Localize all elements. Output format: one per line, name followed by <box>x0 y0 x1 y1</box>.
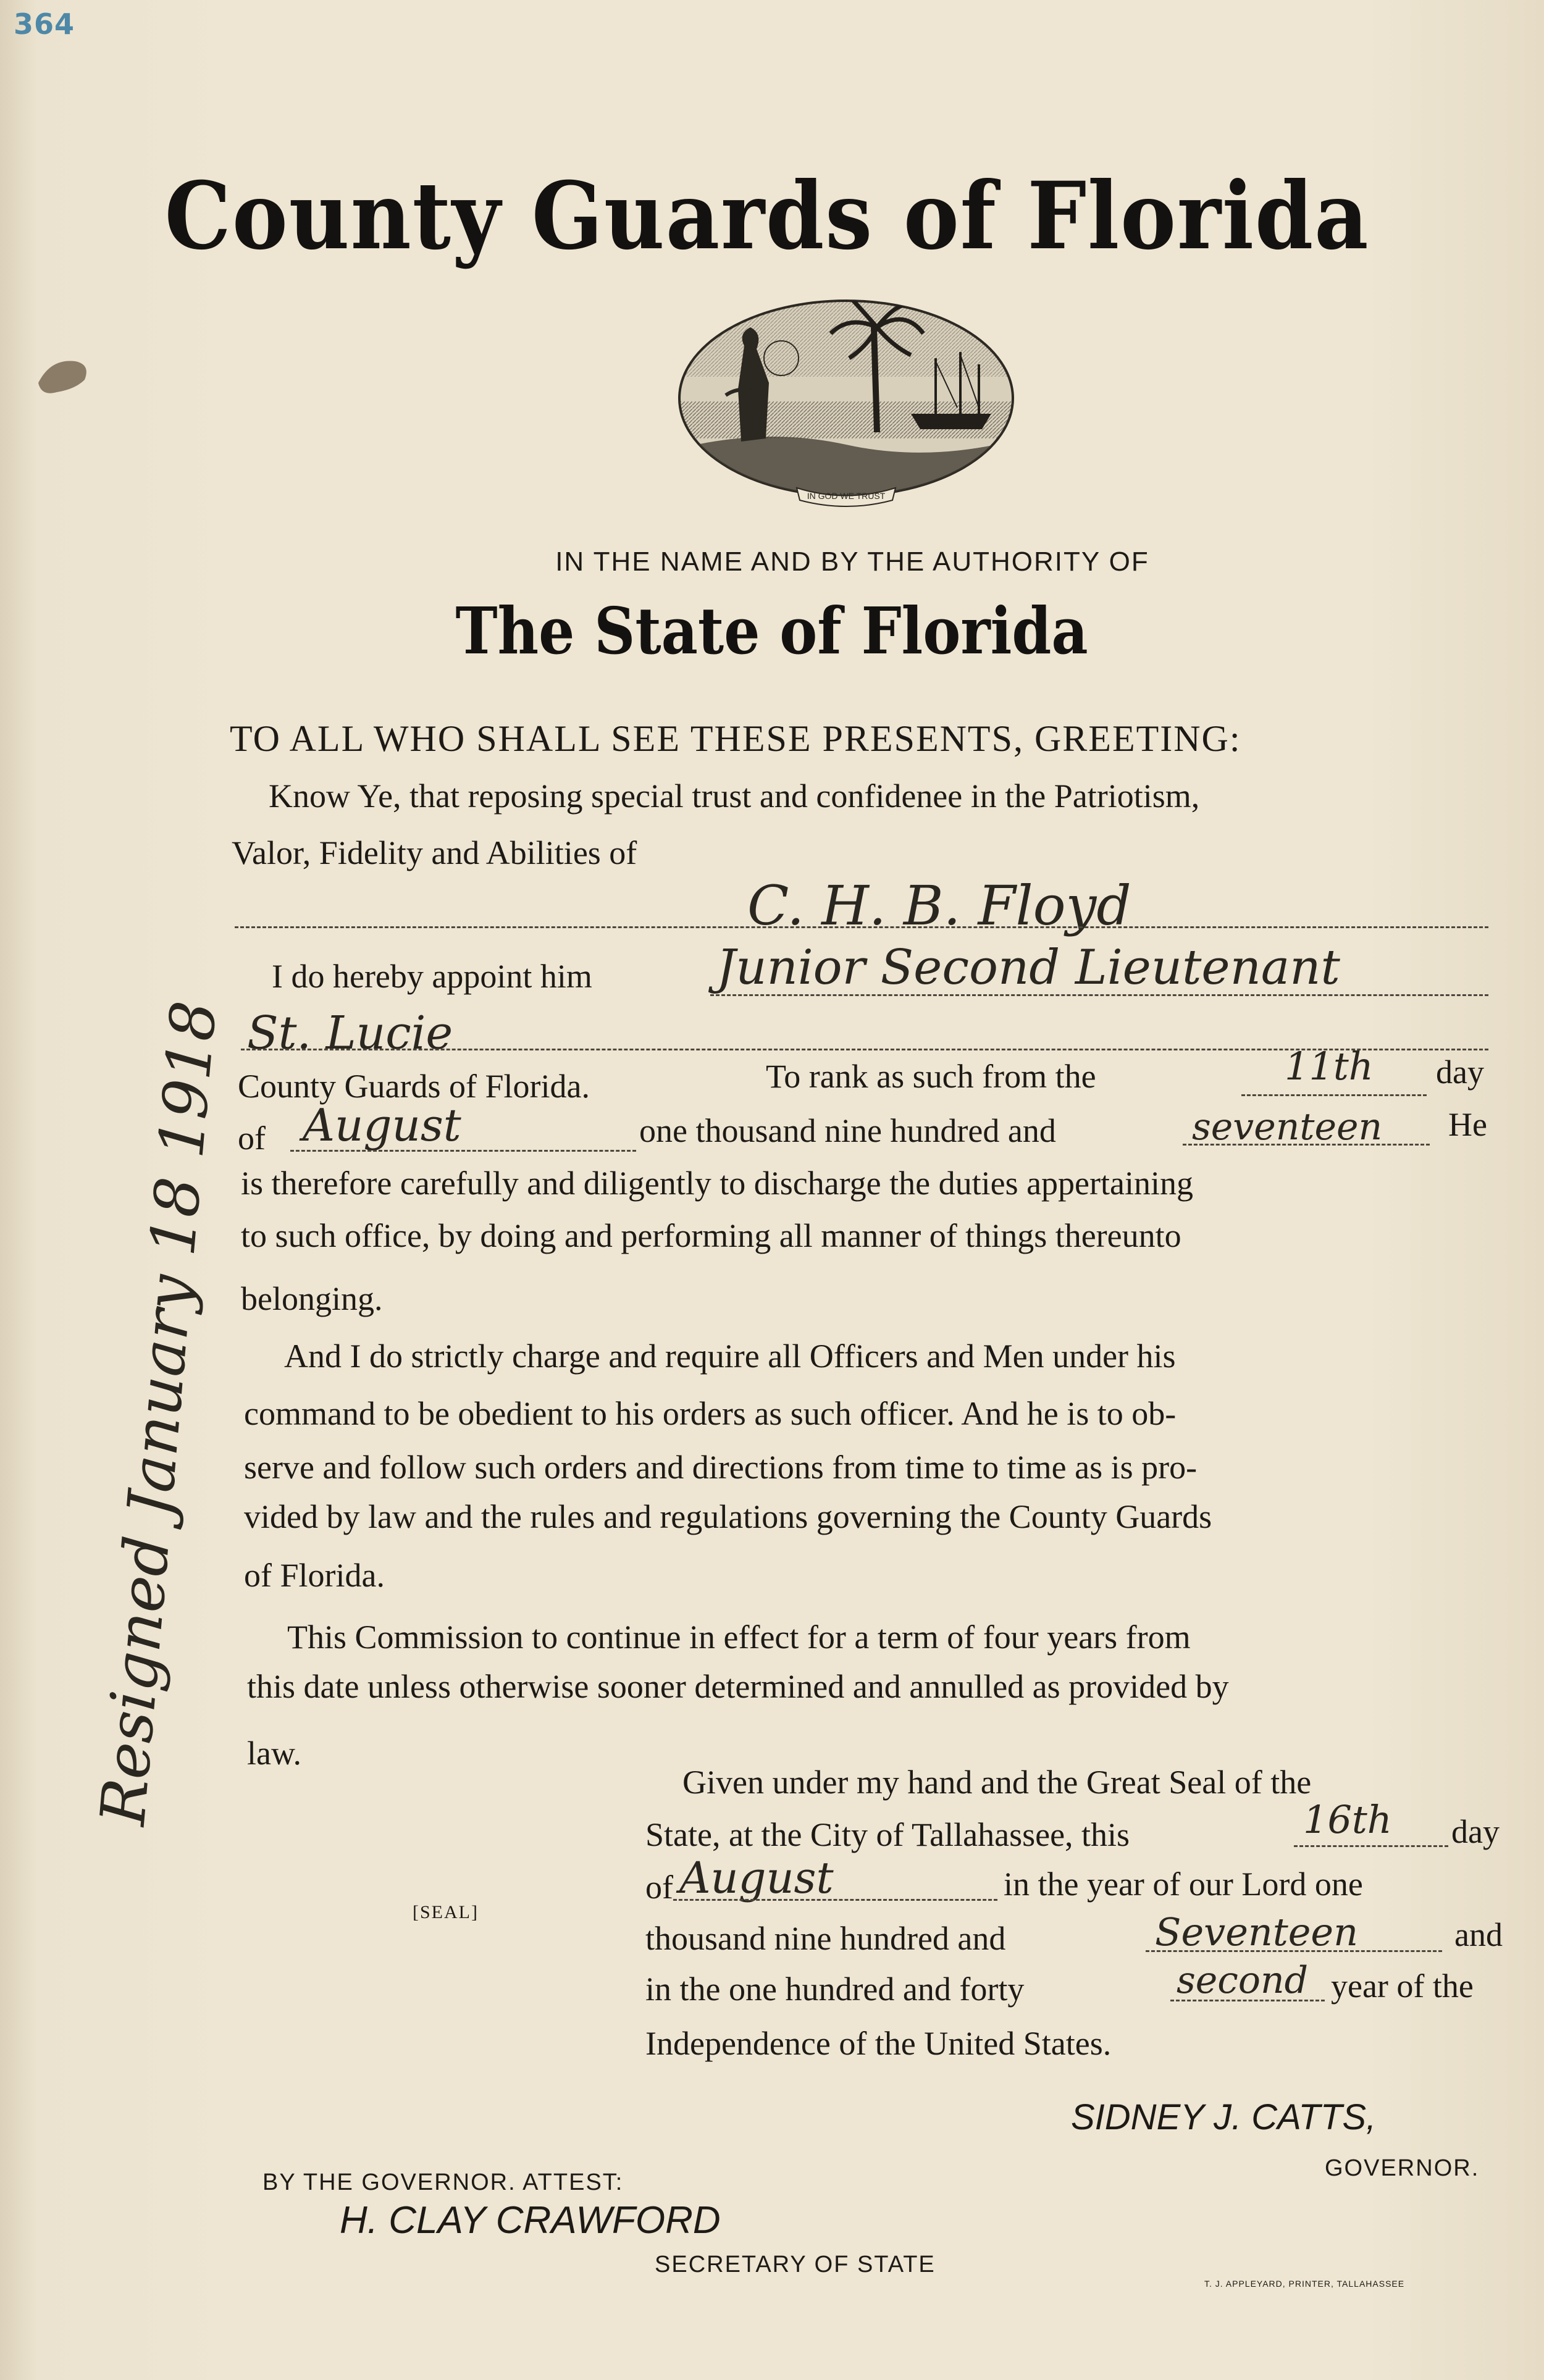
body-line: command to be obedient to his orders as such officer. And he is to ob- <box>244 1395 1177 1432</box>
body-line: belonging. <box>241 1280 383 1317</box>
handwritten-ordinal: second <box>1177 1959 1309 2002</box>
body-line: I do hereby appoint him <box>272 958 592 995</box>
body-line: Given under my hand and the Great Seal of the <box>682 1764 1312 1801</box>
month-blank-line <box>290 1150 636 1152</box>
body-line: serve and follow such orders and directions from time to time as is pro- <box>244 1449 1198 1486</box>
secretary-name: H. CLAY CRAWFORD <box>340 2199 721 2242</box>
ordinal-blank-line <box>1170 2000 1325 2001</box>
body-line: County Guards of Florida. <box>238 1068 590 1105</box>
body-line: of <box>645 1869 673 1906</box>
body-line: Valor, Fidelity and Abilities of <box>232 834 637 871</box>
body-line: To rank as such from the <box>766 1058 1096 1095</box>
handwritten-place: St. Lucie <box>247 1007 453 1060</box>
body-line: thousand nine hundred and <box>645 1920 1006 1957</box>
handwritten-given-day: 16th <box>1303 1797 1392 1842</box>
margin-note: Resigned January 18 1918 <box>86 998 231 1829</box>
body-line: and <box>1454 1916 1503 1953</box>
handwritten-year: seventeen <box>1192 1105 1383 1149</box>
body-line: day <box>1451 1813 1500 1850</box>
handwritten-month: August <box>303 1099 461 1151</box>
body-line: This Commission to continue in effect for a term of four years from <box>287 1619 1191 1656</box>
seal-label: [SEAL] <box>413 1902 479 1922</box>
state-title: The State of Florida <box>455 593 1088 669</box>
body-line: in the year of our Lord one <box>1004 1866 1363 1903</box>
state-seal-image <box>670 290 1022 513</box>
body-line: law. <box>247 1735 301 1772</box>
page-number: 364 <box>14 7 75 41</box>
body-line: State, at the City of Tallahassee, this <box>645 1816 1130 1853</box>
body-line: of Florida. <box>244 1557 385 1594</box>
greeting-line: TO ALL WHO SHALL SEE THESE PRESENTS, GREETING: <box>230 718 1241 759</box>
body-line: day <box>1436 1054 1484 1091</box>
body-line: year of the <box>1331 1967 1474 2005</box>
handwritten-given-year: Seventeen <box>1155 1909 1359 1955</box>
given-day-blank-line <box>1294 1845 1448 1847</box>
day-blank-line <box>1241 1094 1427 1096</box>
governor-title: GOVERNOR. <box>1325 2155 1480 2181</box>
handwritten-day: 11th <box>1285 1044 1374 1089</box>
attest-line: BY THE GOVERNOR. ATTEST: <box>262 2169 624 2195</box>
name-blank-line <box>235 926 1488 928</box>
body-line: in the one hundred and forty <box>645 1971 1025 2008</box>
body-line: of <box>238 1120 266 1157</box>
printer-credit: T. J. APPLEYARD, PRINTER, TALLAHASSEE <box>1204 2279 1405 2289</box>
body-line: He <box>1448 1106 1487 1143</box>
document-title: County Guards of Florida <box>164 162 1370 270</box>
body-line: to such office, by doing and performing all manner of things thereunto <box>241 1217 1181 1254</box>
body-line: one thousand nine hundred and <box>639 1112 1056 1149</box>
ink-blot <box>32 346 100 408</box>
body-line: Independence of the United States. <box>645 2025 1112 2062</box>
body-line: And I do strictly charge and require all Officers and Men under his <box>284 1338 1176 1375</box>
authority-line: IN THE NAME AND BY THE AUTHORITY OF <box>555 547 1149 577</box>
handwritten-name: C. H. B. Floyd <box>747 874 1131 937</box>
rank-blank-line <box>710 994 1488 996</box>
body-line: vided by law and the rules and regulations governing the County Guards <box>244 1498 1212 1535</box>
handwritten-rank: Junior Second Lieutenant <box>716 940 1340 995</box>
year-blank-line <box>1183 1144 1430 1146</box>
governor-name: SIDNEY J. CATTS, <box>1071 2097 1377 2137</box>
seal-motto: IN GOD WE TRUST <box>807 491 886 501</box>
body-line: this date unless otherwise sooner determined and annulled as provided by <box>247 1668 1229 1705</box>
body-line: is therefore carefully and diligently to discharge the duties appertaining <box>241 1165 1193 1202</box>
given-month-blank-line <box>673 1899 997 1901</box>
handwritten-given-month: August <box>679 1853 834 1903</box>
body-line: Know Ye, that reposing special trust and confidenee in the Patriotism, <box>269 777 1200 815</box>
given-year-blank-line <box>1146 1950 1442 1952</box>
secretary-title: SECRETARY OF STATE <box>655 2252 936 2277</box>
